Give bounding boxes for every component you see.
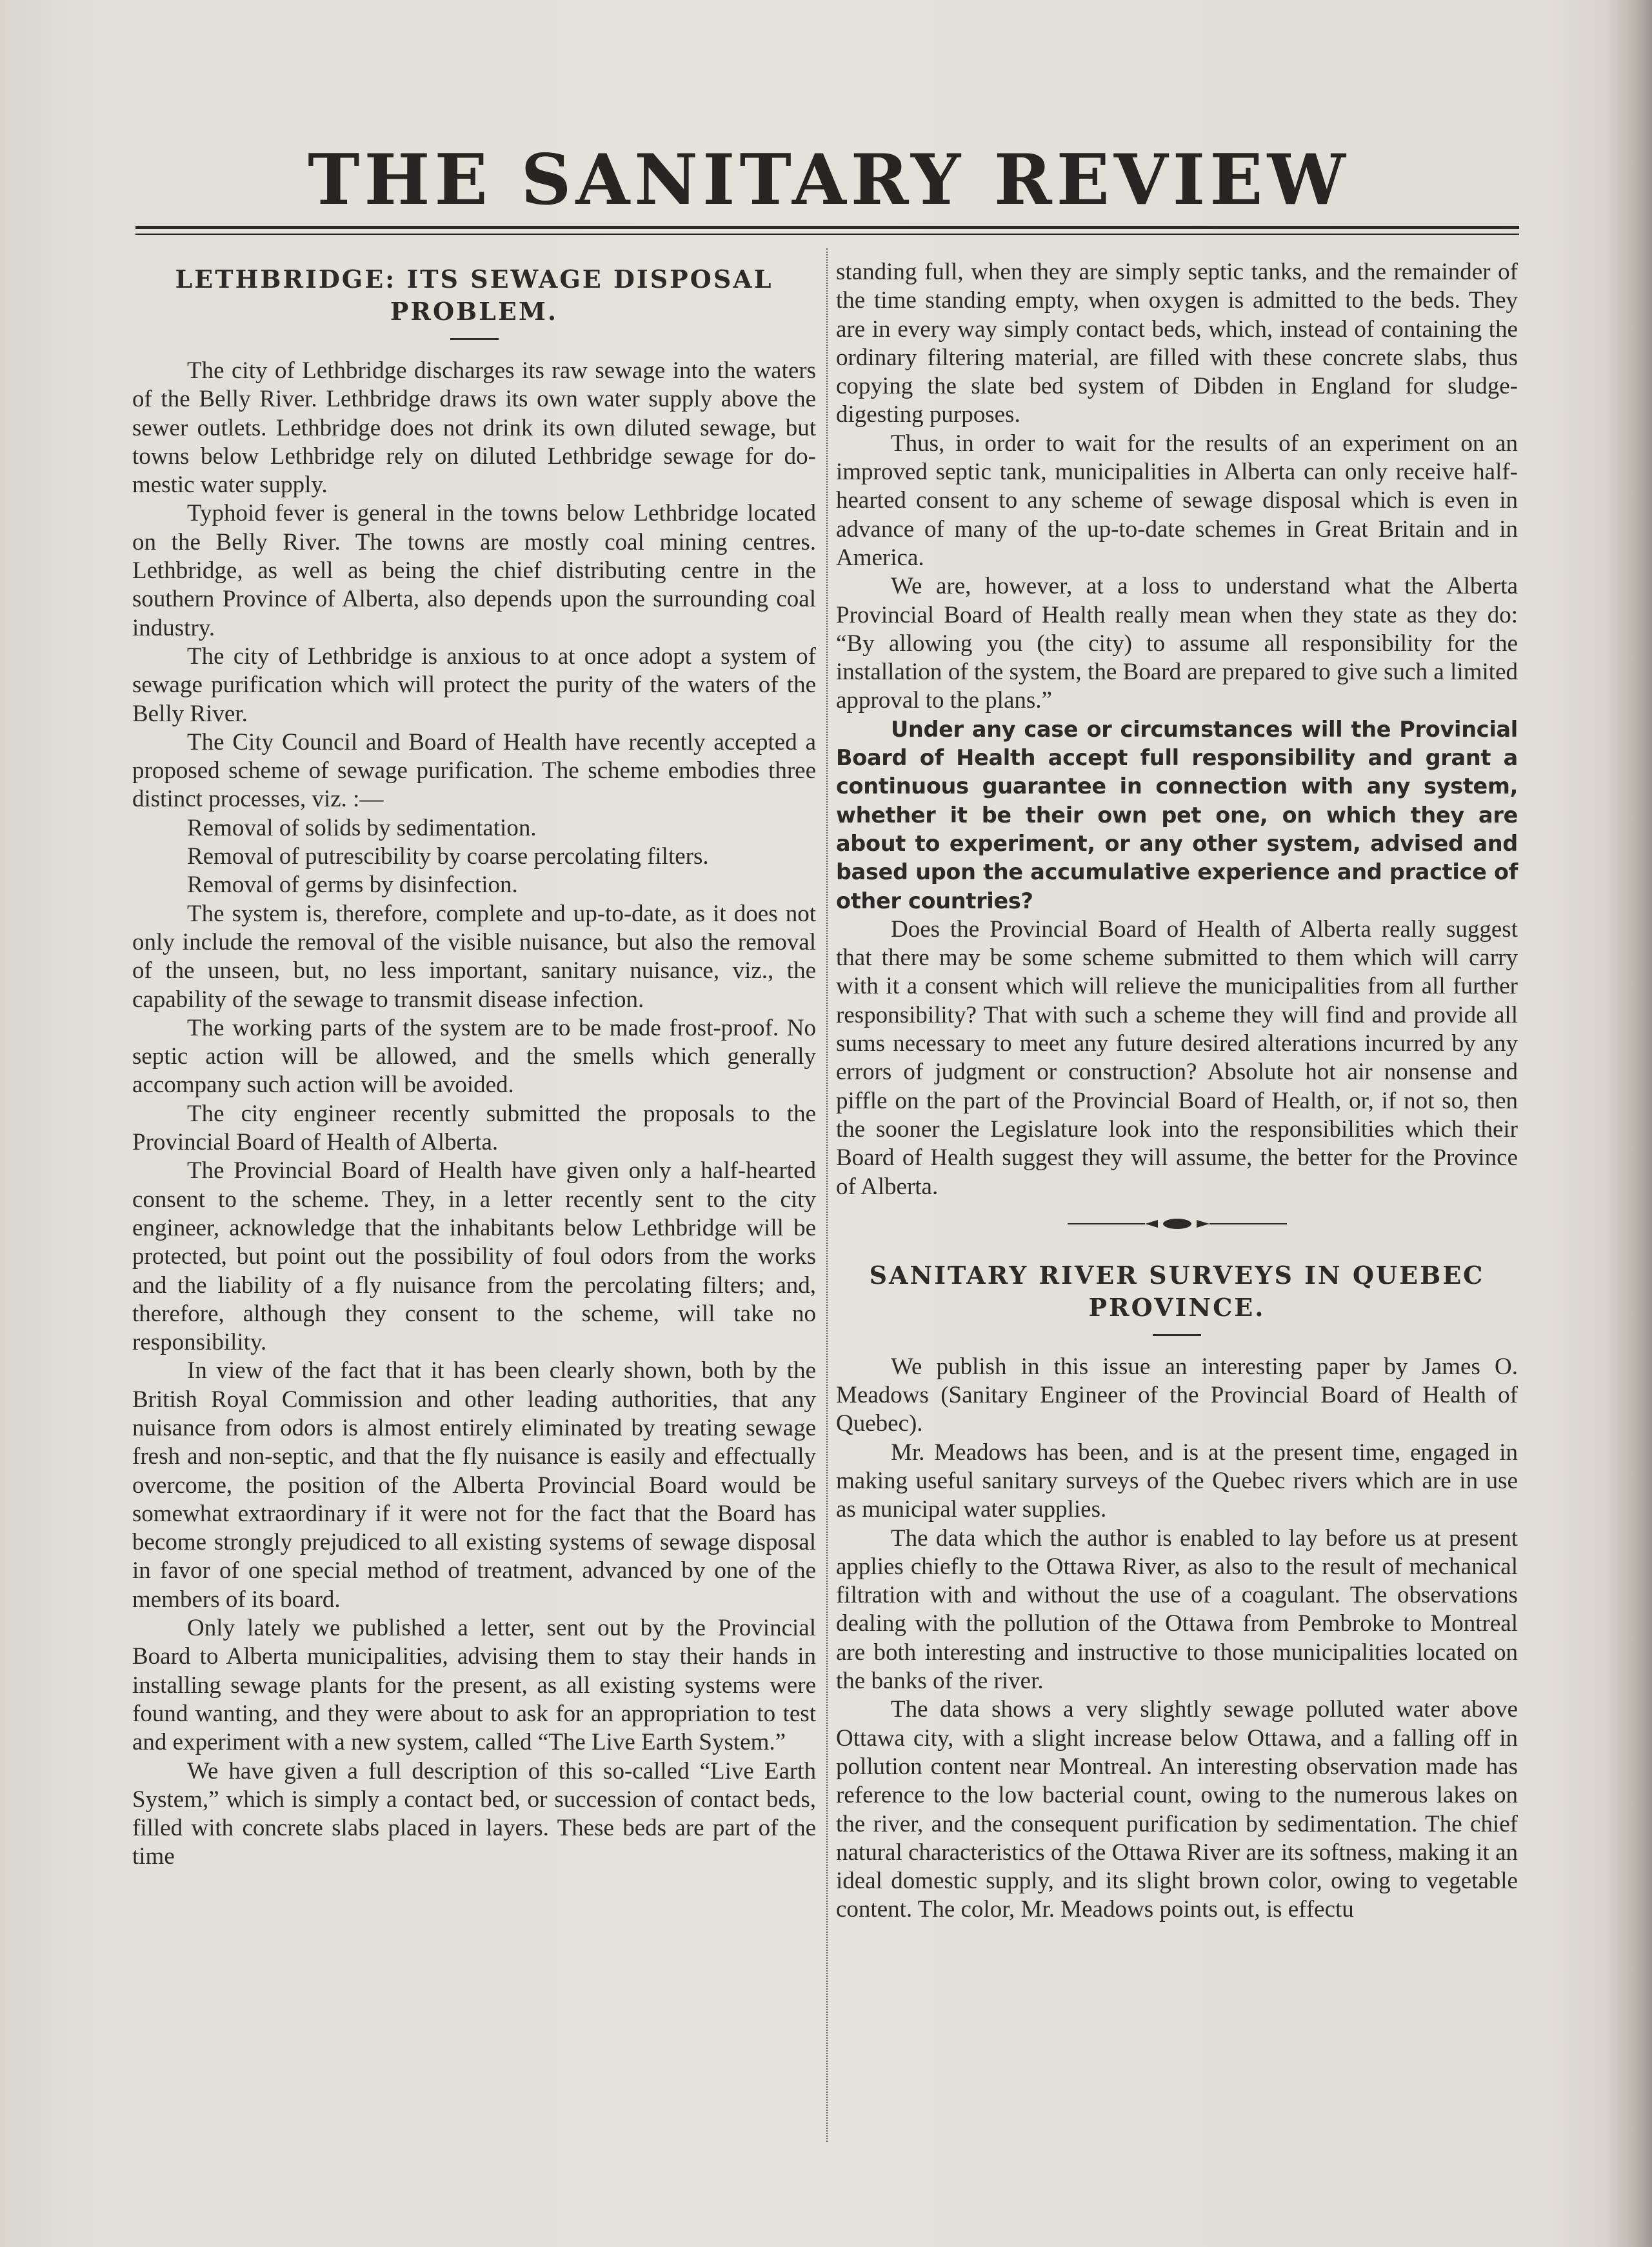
paragraph: We publish in this issue an interesting paper by James O. Meadows (Sanitary Engineer of the Provincial Board of Health of Quebec). — [836, 1353, 1518, 1437]
paragraph: Only lately we published a letter, sent out by the Provincial Board to Alberta municipalities, advising them to stay their hands in installing sewage plants for the present, as all existing systems were found wanting, and they were about to ask for an appropriation to test and experiment with a new system, called “The Live Earth System.” — [132, 1615, 816, 1756]
paragraph: Removal of putrescibility by coarse percolating filters. — [187, 843, 709, 870]
masthead-rule-thin — [135, 234, 1519, 235]
right-column — [836, 258, 1518, 1924]
paragraph: The city of Lethbridge is anxious to at once adopt a system of sewage purification which will protect the purity of the waters of the Belly River. — [132, 643, 816, 727]
paragraph: The system is, therefore, complete and up-to-date, as it does not only include the removal of the visible nuisance, but also the removal of the unseen, but, no less important, sanitary nuisance, viz., the capability of the sewage to transmit disease infection. — [132, 900, 816, 1013]
paragraph: The city engineer recently submitted the proposals to the Provincial Board of Health of Alberta. — [132, 1100, 816, 1156]
paragraph: Removal of germs by disinfection. — [187, 872, 518, 899]
article-title-quebec: SANITARY RIVER SURVEYS IN QUEBEC PROVINCE. — [869, 1260, 1485, 1322]
page-spine-shadow — [1607, 0, 1652, 2247]
paragraph: The City Council and Board of Health have recently accepted a proposed scheme of sewage purification. The scheme embodies three distinct processes, viz. :— — [132, 728, 816, 813]
masthead-title: THE SANITARY REVIEW — [308, 139, 1350, 221]
divider-ornament-icon — [1061, 1214, 1293, 1233]
paragraph: We are, however, at a loss to understand what the Alberta Provincial Board of Health really mean when they state as they do: “By allowing you (the city) to assume all responsibility for the installation of the system, the Board are prepared to give such a limited approval to the plans.” — [836, 573, 1518, 714]
paragraph: In view of the fact that it has been clearly shown, both by the British Royal Commission and other leading authorities, that any nuisance from odors is almost entirely eliminated by treating sewage fresh and non-septic, and that the fly nuisance is easily and effectually overcome, the position of the Alberta Provincial Board would be somewhat extraordinary if it were not for the fact that the Board has become strongly prejudiced to all existing systems of sewage disposal in favor of one special method of treatment, advanced by one of the members of its board. — [132, 1357, 816, 1613]
paragraph: The Provincial Board of Health have given only a half-hearted consent to the scheme. They, in a letter recently sent to the city engineer, acknowledge that the inhabitants below Lethbridge will be protected, but point out the possibility of foul odors from the works and the liability of a fly nuisance from the percolating filters; and, therefore, although they consent to the scheme, will take no responsibility. — [132, 1157, 816, 1356]
paragraph: The city of Lethbridge discharges its raw sewage into the waters of the Belly River. Lethbridge draws its own water supply above the sewer outlets. Lethbridge does not drink its own diluted sewage, but towns below Lethbridge rely on diluted Lethbridge sewage for domestic water supply. — [132, 357, 816, 499]
article-title-lethbridge: LETHBRIDGE: ITS SEWAGE DISPOSAL PROBLEM. — [175, 265, 773, 326]
paragraph-continued: standing full, when they are simply septic tanks, and the remainder of the time standing empty, when oxygen is admitted to the beds. They are in every way simply contact beds, which, instead of containing the ordinary filtering material, are filled with these concrete slabs, thus copying the slate bed system of Dibden in England for sludge-digesting purposes. — [836, 259, 1518, 428]
bold-paragraph: Under any case or circumstances will the Provincial Board of Health accept full responsibility and grant a continuous guarantee in connection with any system, whether it be their own pet one, on which they are about to experiment, or any other system, advised and based upon the accumulative experience and practice of other countries? — [836, 716, 1518, 914]
paragraph: Removal of solids by sedimentation. — [187, 814, 537, 841]
title-dash — [450, 338, 499, 340]
masthead-rule-thick — [135, 226, 1519, 229]
left-column — [132, 258, 816, 1872]
column-divider — [826, 248, 828, 2142]
paragraph: The data which the author is enabled to lay before us at present applies chiefly to the Ottawa River, as also to the result of mechanical filtration with and without the use of a coagulant. The observations dealing with the pollution of the Ottawa from Pembroke to Montreal are both interesting and instructive to those municipalities located on the banks of the river. — [836, 1524, 1518, 1695]
paragraph: We have given a full description of this so-called “Live Earth System,” which is simply a contact bed, or succession of contact beds, filled with concrete slabs placed in layers. These beds are part of the time — [132, 1757, 816, 1870]
paragraph: Mr. Meadows has been, and is at the present time, engaged in making useful sanitary surveys of the Quebec rivers which are in use as municipal water supplies. — [836, 1439, 1518, 1523]
paragraph: Does the Provincial Board of Health of Alberta really suggest that there may be some scheme submitted to them which will carry with it a consent which will relieve the municipalities from all further responsibility? That with such a scheme they will find and provide all sums necessary to meet any future desired alterations incurred by any errors of judgment or construction? Absolute hot air nonsense and piffle on the part of the Provincial Board of Health, or, if not so, then the sooner the Legislature look into the responsibilities which their Board of Health suggest they will assume, the better for the Province of Alberta. — [836, 915, 1518, 1200]
paragraph: Thus, in order to wait for the results of an experiment on an improved septic tank, municipalities in Alberta can only receive half-hearted consent to any scheme of sewage disposal which is even in advance of many of the up-to-date schemes in Great Britain and in America. — [836, 430, 1518, 571]
paragraph: Typhoid fever is general in the towns below Lethbridge located on the Belly River. The towns are mostly coal mining centres. Lethbridge, as well as being the chief distributing centre in the southern Province of Alberta, also depends upon the surrounding coal industry. — [132, 500, 816, 641]
paragraph: The working parts of the system are to be made frost-proof. No septic action will be allowed, and the smells which generally accompany such action will be avoided. — [132, 1014, 816, 1099]
paragraph: The data shows a very slightly sewage polluted water above Ottawa city, with a slight increase below Ottawa, and a falling off in pollution content near Montreal. An interesting observation made has reference to the low bacterial count, owing to the numerous lakes on the river, and the consequent purification by sedimentation. The chief natural characteristics of the Ottawa River are its softness, making it an ideal domestic supply, and its slight brown color, owing to vegetable content. The color, Mr. Meadows points out, is effectu — [836, 1696, 1518, 1923]
title-dash — [1153, 1334, 1201, 1336]
